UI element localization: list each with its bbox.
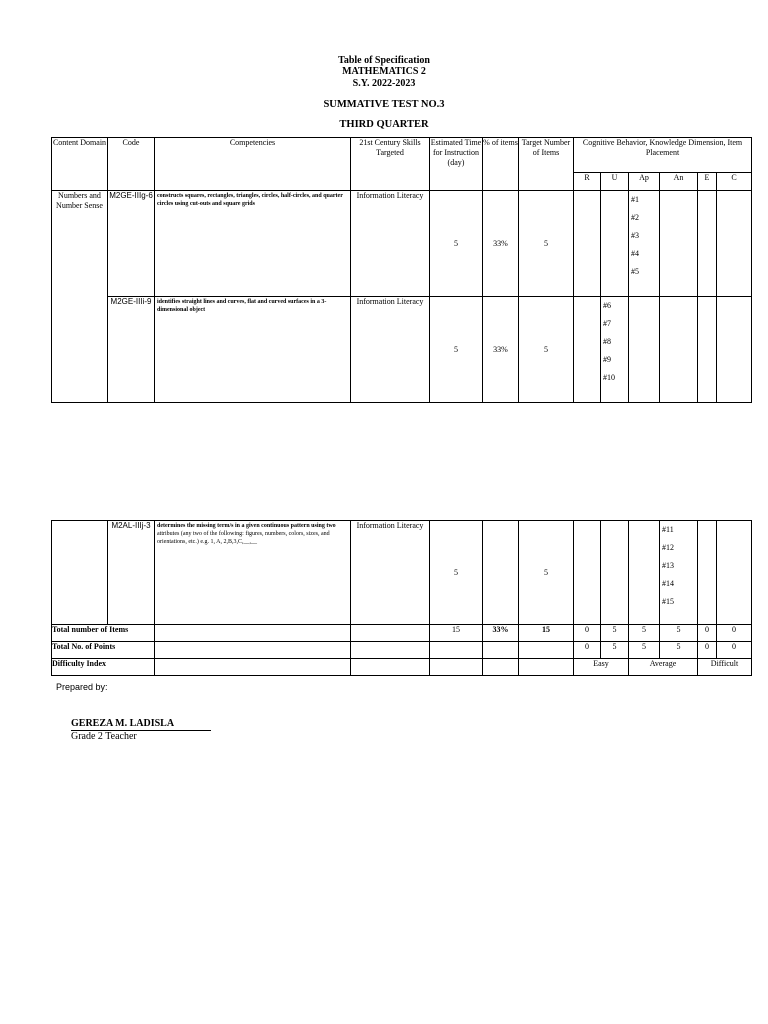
total-u: 5: [601, 625, 629, 642]
total-points-label: Total No. of Points: [52, 642, 155, 659]
total-items-row: [52, 625, 752, 642]
empty-cell: [483, 659, 519, 676]
item-number: #10: [603, 373, 615, 382]
points-c: 0: [717, 642, 752, 659]
total-c: 0: [717, 625, 752, 642]
difficulty-difficult: Difficult: [698, 659, 752, 676]
total-ap: 5: [629, 625, 660, 642]
points-r: 0: [574, 642, 601, 659]
item-number: #3: [631, 231, 639, 240]
item-number: #1: [631, 195, 639, 204]
an-cell: [660, 521, 698, 625]
total-target: 15: [519, 625, 574, 642]
item-number: #6: [603, 301, 611, 310]
col-e: E: [698, 173, 717, 191]
points-ap: 5: [629, 642, 660, 659]
u-cell: [601, 521, 629, 625]
pct-cell: 33%: [483, 297, 519, 403]
total-points-row: [52, 642, 752, 659]
item-number: #12: [662, 543, 674, 552]
domain-cell: Numbers and Number Sense: [52, 191, 108, 403]
spec-table-continued: [51, 520, 752, 676]
empty-cell: [351, 659, 430, 676]
ap-cell: [629, 297, 660, 403]
c-cell: [717, 521, 752, 625]
u-cell: [601, 191, 629, 297]
item-number: #15: [662, 597, 674, 606]
total-r: 0: [574, 625, 601, 642]
spec-table: [51, 137, 752, 403]
c-cell: [717, 191, 752, 297]
empty-cell: [155, 642, 351, 659]
e-cell: [698, 521, 717, 625]
points-e: 0: [698, 642, 717, 659]
signatory-name: GEREZA M. LADISLA: [71, 718, 211, 731]
time-cell: 5: [430, 297, 483, 403]
empty-cell: [430, 659, 483, 676]
c-cell: [717, 297, 752, 403]
doc-title: Table of Specification: [338, 55, 430, 66]
ap-cell: [629, 521, 660, 625]
total-items-label: Total number of Items: [52, 625, 155, 642]
item-number: #4: [631, 249, 639, 258]
item-number: #13: [662, 561, 674, 570]
points-u: 5: [601, 642, 629, 659]
skills-cell: Information Literacy: [351, 191, 430, 297]
points-an: 5: [660, 642, 698, 659]
empty-cell: [483, 642, 519, 659]
u-cell: [601, 297, 629, 403]
empty-cell: [519, 659, 574, 676]
target-cell: 5: [519, 521, 574, 625]
empty-cell: [351, 625, 430, 642]
e-cell: [698, 191, 717, 297]
an-cell: [660, 191, 698, 297]
difficulty-easy: Easy: [574, 659, 629, 676]
school-year: S.Y. 2022-2023: [352, 78, 416, 89]
total-pct: 33%: [483, 625, 519, 642]
difficulty-average: Average: [629, 659, 698, 676]
total-e: 0: [698, 625, 717, 642]
time-cell: 5: [430, 521, 483, 625]
ap-cell: [629, 191, 660, 297]
competency-line: attributes (any two of the following: figures, numbers, colors, sizes, and orientations, etc.) e.g. 1, A, 2,B,3,C,__,__: [157, 531, 330, 545]
competency-cell: identifies straight lines and curves, flat and curved surfaces in a 3-dimensional object: [155, 297, 351, 403]
col-target: Target Number of Items: [519, 138, 574, 191]
col-r: R: [574, 173, 601, 191]
col-skills: 21st Century Skills Targeted: [351, 138, 430, 191]
r-cell: [574, 521, 601, 625]
subject-title: MATHEMATICS 2: [342, 66, 426, 77]
r-cell: [574, 297, 601, 403]
col-ap: Ap: [629, 173, 660, 191]
quarter-title: THIRD QUARTER: [339, 119, 429, 130]
competency-cell: [155, 521, 351, 625]
item-number: #7: [603, 319, 611, 328]
difficulty-label: Difficulty Index: [52, 659, 155, 676]
item-number: #5: [631, 267, 639, 276]
code-cell: M2GE-IIIg-6: [108, 191, 155, 297]
an-cell: [660, 297, 698, 403]
empty-cell: [351, 642, 430, 659]
empty-cell: [155, 625, 351, 642]
col-an: An: [660, 173, 698, 191]
item-number: #14: [662, 579, 674, 588]
time-cell: 5: [430, 191, 483, 297]
pct-cell: [483, 521, 519, 625]
target-cell: 5: [519, 191, 574, 297]
total-an: 5: [660, 625, 698, 642]
item-number: #9: [603, 355, 611, 364]
col-c: C: [717, 173, 752, 191]
item-number: #8: [603, 337, 611, 346]
col-content-domain: Content Domain: [52, 138, 108, 191]
skills-cell: Information Literacy: [351, 297, 430, 403]
code-cell: M2GE-IIIi-9: [108, 297, 155, 403]
competency-line: determines the missing term/s in a given continuous pattern using two: [157, 523, 336, 529]
col-code: Code: [108, 138, 155, 191]
col-pct: % of items: [483, 138, 519, 191]
e-cell: [698, 297, 717, 403]
total-time: 15: [430, 625, 483, 642]
prepared-by-label: Prepared by:: [56, 682, 108, 692]
test-title: SUMMATIVE TEST NO.3: [323, 99, 445, 110]
col-time: Estimated Time for Instruction (day): [430, 138, 483, 191]
competency-cell: constructs squares, rectangles, triangles, circles, half-circles, and quarter circles using cut-outs and square grids: [155, 191, 351, 297]
skills-cell: Information Literacy: [351, 521, 430, 625]
item-number: #2: [631, 213, 639, 222]
empty-cell: [430, 642, 483, 659]
signatory-role: Grade 2 Teacher: [71, 731, 137, 742]
empty-cell: [155, 659, 351, 676]
col-competencies: Competencies: [155, 138, 351, 191]
col-cognitive: Cognitive Behavior, Knowledge Dimension, Item Placement: [574, 138, 752, 173]
code-cell: M2AL-IIIj-3: [108, 521, 155, 625]
pct-cell: 33%: [483, 191, 519, 297]
domain-cell: [52, 521, 108, 625]
r-cell: [574, 191, 601, 297]
empty-cell: [519, 642, 574, 659]
col-u: U: [601, 173, 629, 191]
target-cell: 5: [519, 297, 574, 403]
item-number: #11: [662, 525, 674, 534]
difficulty-row: [52, 659, 752, 676]
